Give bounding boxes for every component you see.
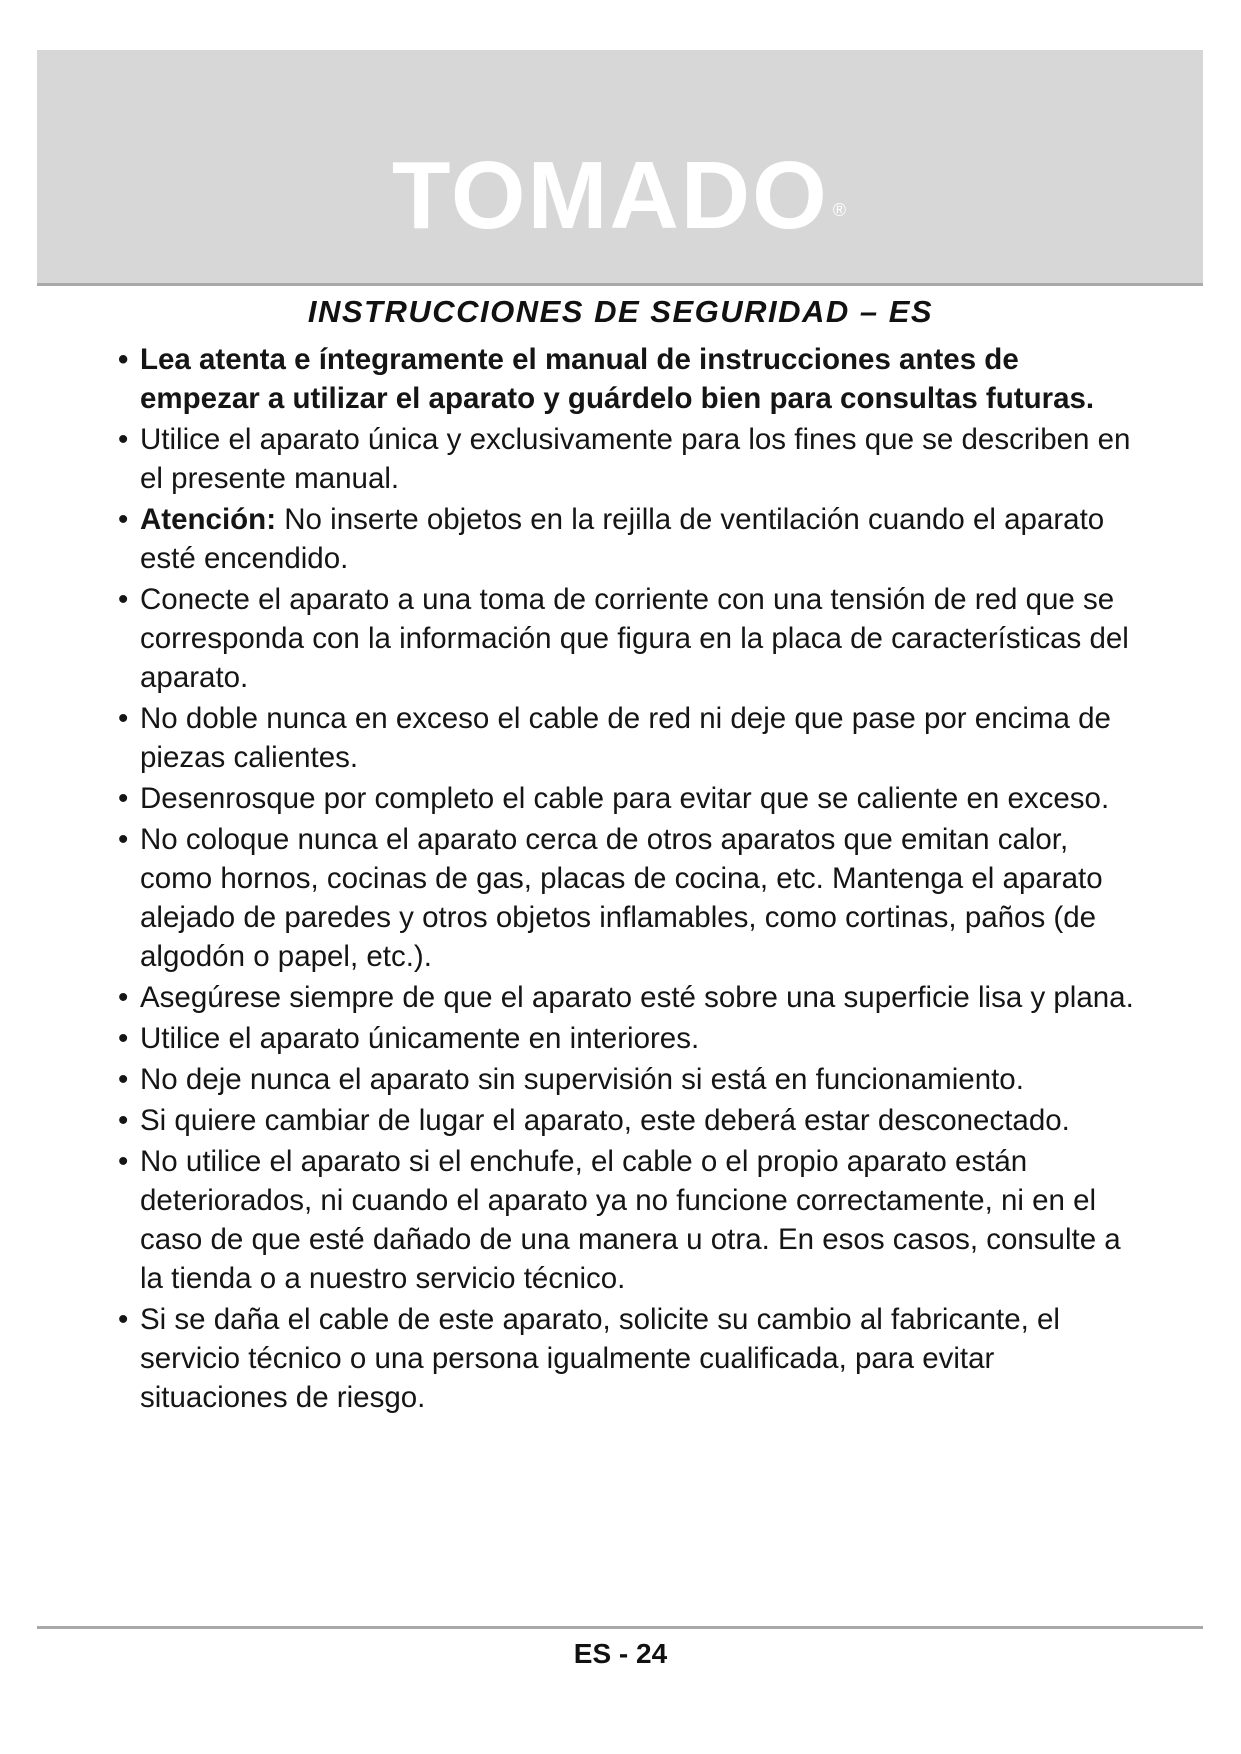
instruction-item: • Desenrosque por completo el cable para evitar que se caliente en exceso. — [118, 779, 1138, 818]
section-title: INSTRUCCIONES DE SEGURIDAD – ES — [307, 294, 934, 329]
safety-instructions-list — [118, 340, 1138, 1419]
page-number: ES - 24 — [573, 1638, 668, 1669]
instruction-item: • Conecte el aparato a una toma de corriente con una tensión de red que se corresponda con la información que figura en la placa de características del aparato. — [118, 580, 1138, 697]
instruction-item: • Asegúrese siempre de que el aparato esté sobre una superficie lisa y plana. — [118, 978, 1138, 1017]
instruction-item: • Atención: No inserte objetos en la rejilla de ventilación cuando el aparato esté encendido. — [118, 500, 1138, 578]
instruction-item: • Si quiere cambiar de lugar el aparato, este deberá estar desconectado. — [118, 1101, 1138, 1140]
instruction-item: • Lea atenta e íntegramente el manual de instrucciones antes de empezar a utilizar el aparato y guárdelo bien para consultas futuras. — [118, 340, 1138, 418]
header-band — [37, 50, 1203, 286]
instruction-item: • Utilice el aparato única y exclusivamente para los fines que se describen en el presente manual. — [118, 420, 1138, 498]
registered-mark: ® — [832, 200, 849, 220]
instruction-lead: Atención: — [140, 503, 277, 536]
instruction-item: • No coloque nunca el aparato cerca de otros aparatos que emitan calor, como hornos, cocinas de gas, placas de cocina, etc. Mantenga el aparato alejado de paredes y otros objetos inflamables, como cortinas, paños (de algodón o papel, etc.). — [118, 820, 1138, 976]
instruction-item: • Si se daña el cable de este aparato, solicite su cambio al fabricante, el servicio técnico o una persona igualmente cualificada, para evitar situaciones de riesgo. — [118, 1300, 1138, 1417]
footer-divider — [37, 1626, 1203, 1629]
brand-logo — [37, 142, 1203, 249]
instruction-item: • No utilice el aparato si el enchufe, el cable o el propio aparato están deteriorados, ni cuando el aparato ya no funcione correctamente, ni en el caso de que esté dañado de una manera u otra. En esos casos, consulte a la tienda o a nuestro servicio técnico. — [118, 1142, 1138, 1298]
brand-logo-text: TOMADO — [391, 142, 829, 249]
instruction-item: • Utilice el aparato únicamente en interiores. — [118, 1019, 1138, 1058]
instruction-item: • No deje nunca el aparato sin supervisión si está en funcionamiento. — [118, 1060, 1138, 1099]
instruction-item: • No doble nunca en exceso el cable de red ni deje que pase por encima de piezas calientes. — [118, 699, 1138, 777]
